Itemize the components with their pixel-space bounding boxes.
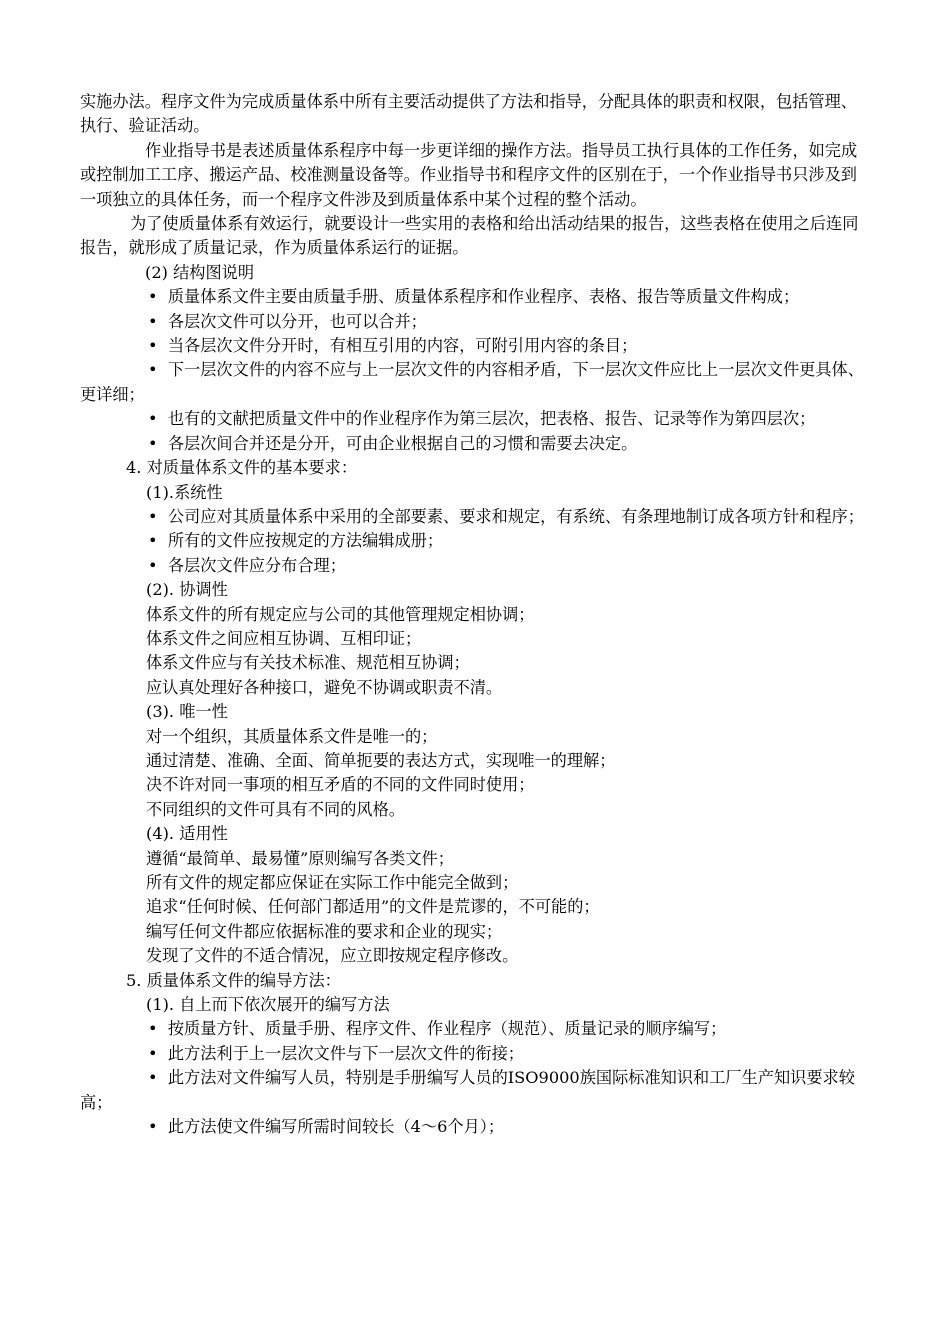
section5-sub1-bullet: • 此方法对文件编写人员，特别是手册编写人员的ISO9000族国际标准知识和工厂生产知识要求较高； <box>80 1068 855 1112</box>
section4-sub1-bullet: • 所有的文件应按规定的方法编辑成册； <box>148 531 444 551</box>
section4-sub3-line: 通过清楚、准确、全面、简单扼要的表达方式，实现唯一的理解； <box>146 750 616 770</box>
section4-sub2-line: 体系文件之间应相互协调、互相印证； <box>146 628 422 648</box>
structure-bullet: • 也有的文献把质量文件中的作业程序作为第三层次，把表格、报告、记录等作为第四层次； <box>148 409 816 429</box>
section4-sub4-line: 遵循“最简单、最易懂”原则编写各类文件； <box>146 848 454 868</box>
structure-bullet: • 当各层次文件分开时，有相互引用的内容，可附引用内容的条目； <box>148 336 638 356</box>
structure-bullet: • 质量体系文件主要由质量手册、质量体系程序和作业程序、表格、报告等质量文件构成； <box>148 287 800 307</box>
section4-sub4-heading: (4). 适用性 <box>146 824 228 844</box>
section4-sub1-bullet: • 各层次文件应分布合理； <box>148 555 346 575</box>
section4-sub3-heading: (3). 唯一性 <box>146 702 228 722</box>
section4-sub4-line: 追求“任何时候、任何部门都适用”的文件是荒谬的，不可能的； <box>146 897 600 917</box>
section5-sub1-heading: (1). 自上而下依次展开的编写方法 <box>146 995 390 1015</box>
section4-sub4-line: 所有文件的规定都应保证在实际工作中能完全做到； <box>146 873 519 892</box>
paragraph-quality-records: 为了使质量体系有效运行，就要设计一些实用的表格和给出活动结果的报告，这些表格在使用之后连同报告，就形成了质量记录，作为质量体系运行的证据。 <box>80 214 859 258</box>
section4-sub1-bullet: • 公司应对其质量体系中采用的全部要素、要求和规定，有系统、有条理地制订成各项方针和程序； <box>148 506 864 526</box>
structure-bullet: • 各层次文件可以分开，也可以合并； <box>148 311 427 331</box>
section4-sub4-line: 发现了文件的不适合情况，应立即按规定程序修改。 <box>146 946 519 966</box>
section5-sub1-bullet: • 此方法使文件编写所需时间较长（4～6个月）； <box>148 1117 505 1137</box>
section4-sub2-line: 应认真处理好各种接口，避免不协调或职责不清。 <box>146 677 503 697</box>
section4-sub4-line: 编写任何文件都应依据标准的要求和企业的现实； <box>146 921 503 941</box>
section4-sub1-heading: (1).系统性 <box>146 482 223 502</box>
section5-sub1-bullet: • 此方法利于上一层次文件与下一层次文件的衔接； <box>148 1043 524 1063</box>
document-body <box>80 90 872 1139</box>
paragraph-procedure-docs: 实施办法。程序文件为完成质量体系中所有主要活动提供了方法和指导，分配具体的职责和权限，包括管理、执行、验证活动。 <box>80 92 857 136</box>
section5-heading: 5. 质量体系文件的编导方法： <box>126 970 341 990</box>
section4-sub2-line: 体系文件的所有规定应与公司的其他管理规定相协调； <box>146 604 535 624</box>
structure-bullet: • 下一层次文件的内容不应与上一层次文件的内容相矛盾，下一层次文件应比上一层次文件更具体、更详细； <box>80 360 864 404</box>
paragraph-work-instructions: 作业指导书是表述质量体系程序中每一步更详细的操作方法。指导员工执行具体的工作任务，如完成或控制加工工序、搬运产品、校准测量设备等。作业指导书和程序文件的区别在于，一个作业指导书只涉及到一项独立的具体任务，而一个程序文件涉及到质量体系中某个过程的整个活动。 <box>80 140 858 209</box>
section4-sub3-line: 对一个组织，其质量体系文件是唯一的； <box>146 726 438 746</box>
structure-heading: (2) 结构图说明 <box>145 262 255 282</box>
section4-sub3-line: 决不许对同一事项的相互矛盾的不同的文件同时使用； <box>146 775 535 795</box>
section4-sub2-heading: (2). 协调性 <box>146 580 228 600</box>
structure-bullet: • 各层次间合并还是分开，可由企业根据自己的习惯和需要去决定。 <box>148 433 638 453</box>
section5-sub1-bullet: • 按质量方针、质量手册、程序文件、作业程序（规范）、质量记录的顺序编写； <box>148 1019 727 1039</box>
section4-sub3-line: 不同组织的文件可具有不同的风格。 <box>146 799 405 819</box>
section4-heading: 4. 对质量体系文件的基本要求： <box>126 458 358 478</box>
section4-sub2-line: 体系文件应与有关技术标准、规范相互协调； <box>146 653 470 673</box>
